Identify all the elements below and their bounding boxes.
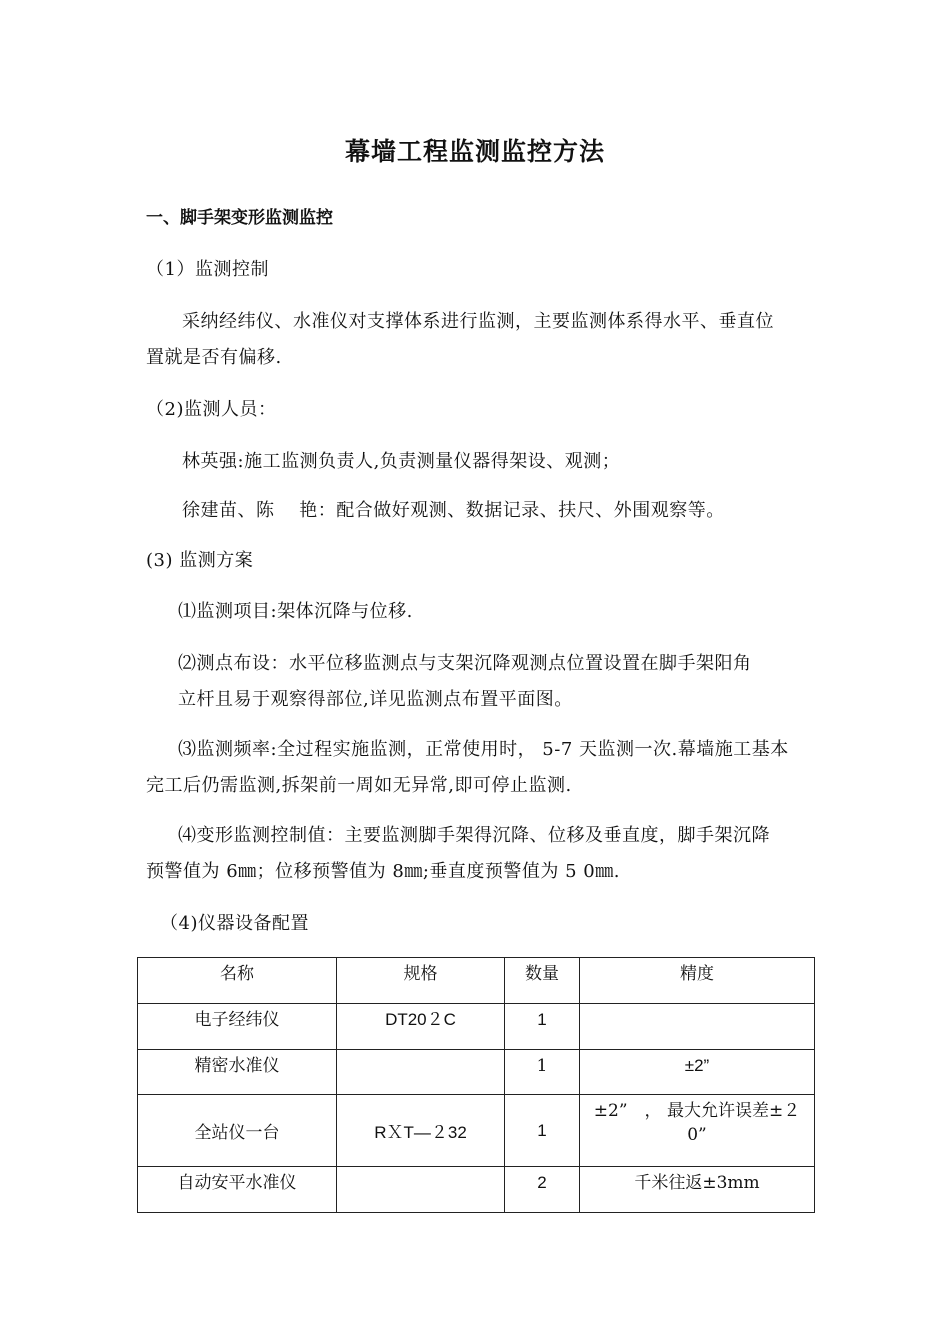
item1-text-line1: 采纳经纬仪、水准仪对支撑体系进行监测，主要监测体系得水平、垂直位 [182,311,774,332]
item3-p3-line1: ⑶监测频率:全过程实施监测，正常使用时， 5-7 天监测一次.幕墙施工基本 [178,739,789,760]
table-cell-precision [580,1095,815,1167]
table-cell-qty: 1 [505,1004,580,1050]
item1-text-line2: 置就是否有偏移. [146,347,282,368]
item2-person1: 林英强:施工监测负责人,负责测量仪器得架设、观测； [182,451,621,472]
table-header-cell: 数量 [505,958,580,1004]
item3-p3-line2: 完工后仍需监测,拆架前一周如无异常,即可停止监测. [146,775,572,796]
item2-label: （2)监测人员： [146,399,277,420]
table-row [138,1050,815,1095]
table-cell-name: 自动安平水准仪 [138,1167,337,1213]
table-cell-name: 电子经纬仪 [138,1004,337,1050]
table-cell-name: 全站仪一台 [138,1095,337,1167]
item3-p2-line2: 立杆且易于观察得部位,详见监测点布置平面图。 [178,689,573,710]
section-heading: 一、脚手架变形监测监控 [146,208,333,228]
precision-line1: ±2” ， 最大允许误差±２ [593,1101,801,1121]
table-cell-qty: 2 [505,1167,580,1213]
table-header-cell: 精度 [580,958,815,1004]
table-cell-precision [580,1004,815,1050]
table-row [138,1167,815,1213]
table-header-cell: 名称 [138,958,337,1004]
table-row [138,1095,815,1167]
table-cell-precision: 千米往返±3mm [580,1167,815,1213]
equipment-table [137,957,815,1213]
table-cell-name: 精密水准仪 [138,1050,337,1095]
table-cell-spec: DT20２C [337,1004,505,1050]
item3-p2-line1: ⑵测点布设：水平位移监测点与支架沉降观测点位置设置在脚手架阳角 [178,653,752,674]
table-cell-qty: 1 [505,1050,580,1095]
item3-p1: ⑴监测项目:架体沉降与位移. [178,601,413,622]
precision-line2: 0” [687,1125,707,1145]
table-header-row [138,958,815,1004]
table-cell-qty: 1 [505,1095,580,1167]
table-cell-spec [337,1050,505,1095]
table-header-cell: 规格 [337,958,505,1004]
item3-p4-line2: 预警值为 6㎜；位移预警值为 8㎜;垂直度预警值为 5 0㎜. [146,861,620,882]
item3-label: (3) 监测方案 [146,550,254,571]
item4-label: （4)仪器设备配置 [160,913,309,934]
table-cell-spec: RＸT—２32 [337,1095,505,1167]
item2-person2: 徐建苗、陈 艳：配合做好观测、数据记录、扶尺、外围观察等。 [182,500,725,521]
table-row [138,1004,815,1050]
item1-label: （1）监测控制 [146,259,269,280]
document-title: 幕墙工程监测监控方法 [344,137,605,166]
item3-p4-line1: ⑷变形监测控制值：主要监测脚手架得沉降、位移及垂直度，脚手架沉降 [178,825,770,846]
table-cell-spec [337,1167,505,1213]
table-cell-precision: ±2” [580,1050,815,1095]
